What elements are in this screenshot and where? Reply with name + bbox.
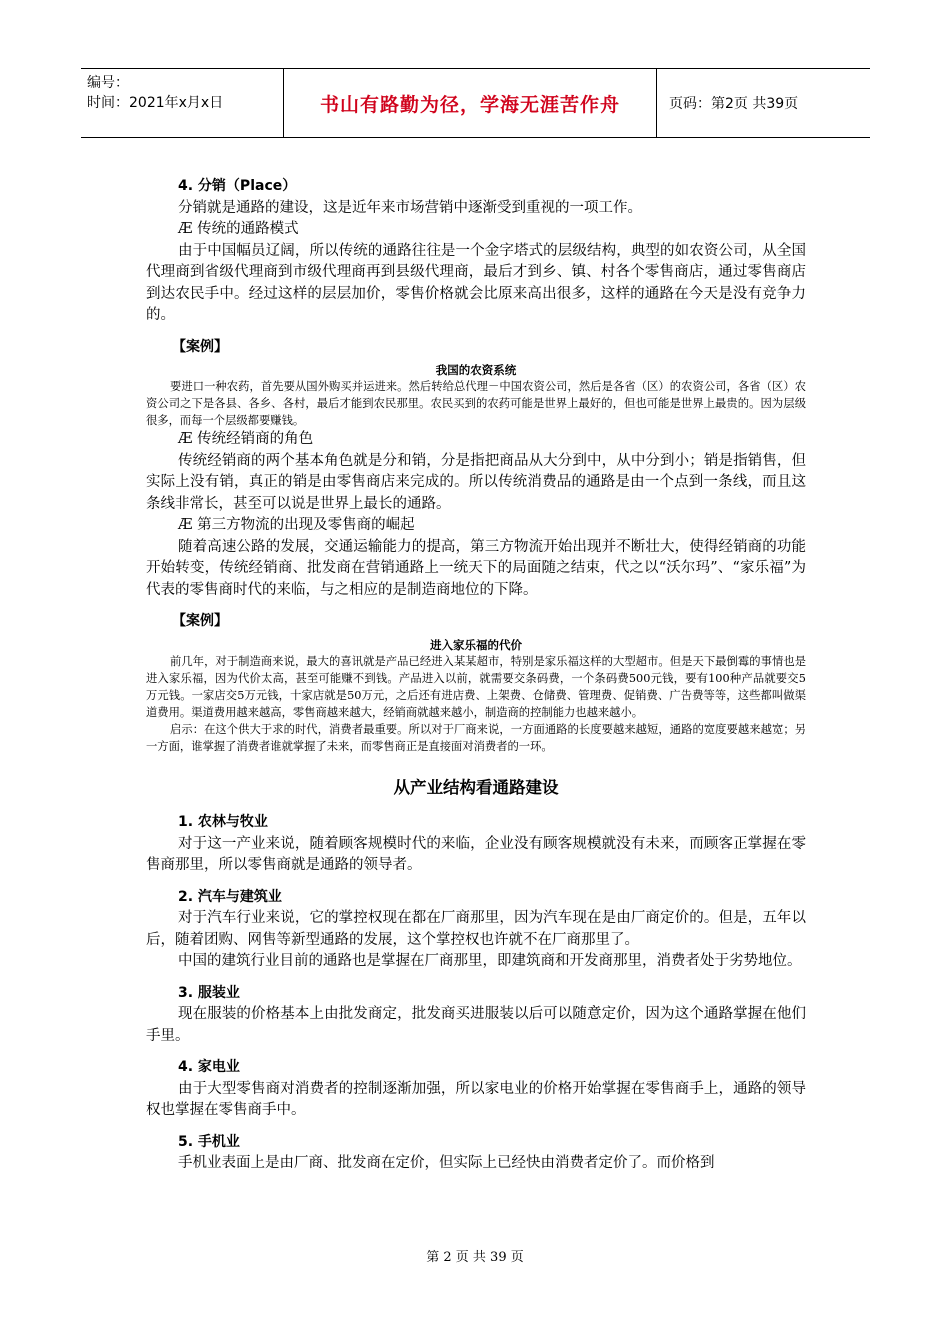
- paragraph: 中国的建筑行业目前的通路也是掌握在厂商那里，即建筑商和开发商那里，消费者处于劣势地位。: [178, 953, 802, 969]
- subsection-title: 2. 汽车与建筑业: [178, 888, 282, 905]
- case-title: 我国的农资系统: [435, 363, 517, 377]
- number-label: 编号：: [87, 75, 129, 91]
- page-header: [81, 68, 870, 138]
- header-page-info: 页码：第2页 共39页: [669, 96, 799, 112]
- header-meta: [81, 69, 284, 137]
- paragraph: 由于大型零售商对消费者的控制逐渐加强，所以家电业的价格开始掌握在零售商手上，通路的领导权也掌握在零售商手中。: [146, 1080, 806, 1118]
- subsection-title: 1. 农林与牧业: [178, 814, 268, 830]
- bullet-heading: Æ 传统的通路模式: [178, 221, 299, 237]
- case-label: 【案例】: [172, 338, 228, 355]
- case-text: 前几年，对于制造商来说，最大的喜讯就是产品已经进入某某超市，特别是家乐福这样的大型超市。但是天下最倒霉的事情也是进入家乐福，因为代价太高，甚至可能赚不到钱。产品进入以前，就需要交条码费，一个条码费500元钱，要有100种产品就要交5万元钱。一家店交5万元钱，十家店就是50万元，之后还有进店费、上架费、仓储费、管理费、促销费、广告费等等，这些都叫做渠道费用。渠道费用越来越高，零售商越来越大，经销商就越来越小，制造商的控制能力也越来越小。: [146, 654, 806, 719]
- paragraph: 现在服装的价格基本上由批发商定，批发商买进服装以后可以随意定价，因为这个通路掌握在他们手里。: [146, 1006, 806, 1044]
- paragraph: 随着高速公路的发展，交通运输能力的提高，第三方物流开始出现并不断壮大，使得经销商的功能开始转变，传统经销商、批发商在营销通路上一统天下的局面随之结束，代之以“沃尔玛”、“家乐福”为代表的零售商时代的来临，与之相应的是制造商地位的下降。: [146, 538, 806, 598]
- bullet-heading: Æ 传统经销商的角色: [178, 431, 314, 447]
- bullet-heading: Æ 第三方物流的出现及零售商的崛起: [178, 517, 415, 533]
- case-text: 要进口一种农药，首先要从国外购买并运进来。然后转给总代理－中国农资公司，然后是各省（区）的农资公司，各省（区）农资公司之下是各县、各乡、各村，最后才能到农民那里。农民买到的农药可能是世界上最好的，但也可能是世界上最贵的。因为层级很多，而每一个层级都要赚钱。: [146, 380, 806, 427]
- paragraph: 对于汽车行业来说，它的掌控权现在都在厂商那里，因为汽车现在是由厂商定价的。但是，五年以后，随着团购、网售等新型通路的发展，这个掌控权也许就不在厂商那里了。: [146, 910, 806, 948]
- case-insight: 启示：在这个供大于求的时代，消费者最重要。所以对于厂商来说，一方面通路的长度要越来越短，通路的宽度要越来越宽；另一方面，谁掌握了消费者谁就掌握了未来，而零售商正是直接面对消费者的一环。: [146, 722, 806, 753]
- paragraph: 手机业表面上是由厂商、批发商在定价，但实际上已经快由消费者定价了。而价格到: [178, 1155, 715, 1171]
- page-footer: 第 2 页 共 39 页: [426, 1250, 524, 1265]
- paragraph: 对于这一产业来说，随着顾客规模时代的来临，企业没有顾客规模就没有未来，而顾客正掌握在零售商那里，所以零售商就是通路的领导者。: [146, 835, 806, 873]
- case-label: 【案例】: [172, 613, 228, 629]
- subsection-title: 3. 服装业: [178, 984, 240, 1001]
- subsection-title: 4. 家电业: [178, 1059, 240, 1075]
- subsection-title: 5. 手机业: [178, 1133, 240, 1150]
- paragraph: 传统经销商的两个基本角色就是分和销，分是指把商品从大分到中，从中分到小；销是指销售，但实际上没有销，真正的销是由零售商店来完成的。所以传统消费品的通路是由一个点到一条线，而且这条线非常长，甚至可以说是世界上最长的通路。: [146, 452, 806, 512]
- paragraph: 由于中国幅员辽阔，所以传统的通路往往是一个金字塔式的层级结构，典型的如农资公司，从全国代理商到省级代理商到市级代理商再到县级代理商，最后才到乡、镇、村各个零售商店，通过零售商店到达农民手中。经过这样的层层加价，零售价格就会比原来高出很多，这样的通路在今天是没有竞争力的。: [146, 242, 806, 323]
- section-heading: 从产业结构看通路建设: [393, 777, 559, 797]
- document-body: [146, 176, 806, 1175]
- time-label: 时间：2021年x月x日: [87, 95, 224, 111]
- case-title: 进入家乐福的代价: [430, 637, 522, 652]
- paragraph: 分销就是通路的建设，这是近年来市场营销中逐渐受到重视的一项工作。: [178, 199, 642, 216]
- section-title-place: 4. 分销（Place）: [178, 178, 297, 194]
- header-motto: 书山有路勤为径，学海无涯苦作舟: [284, 69, 657, 137]
